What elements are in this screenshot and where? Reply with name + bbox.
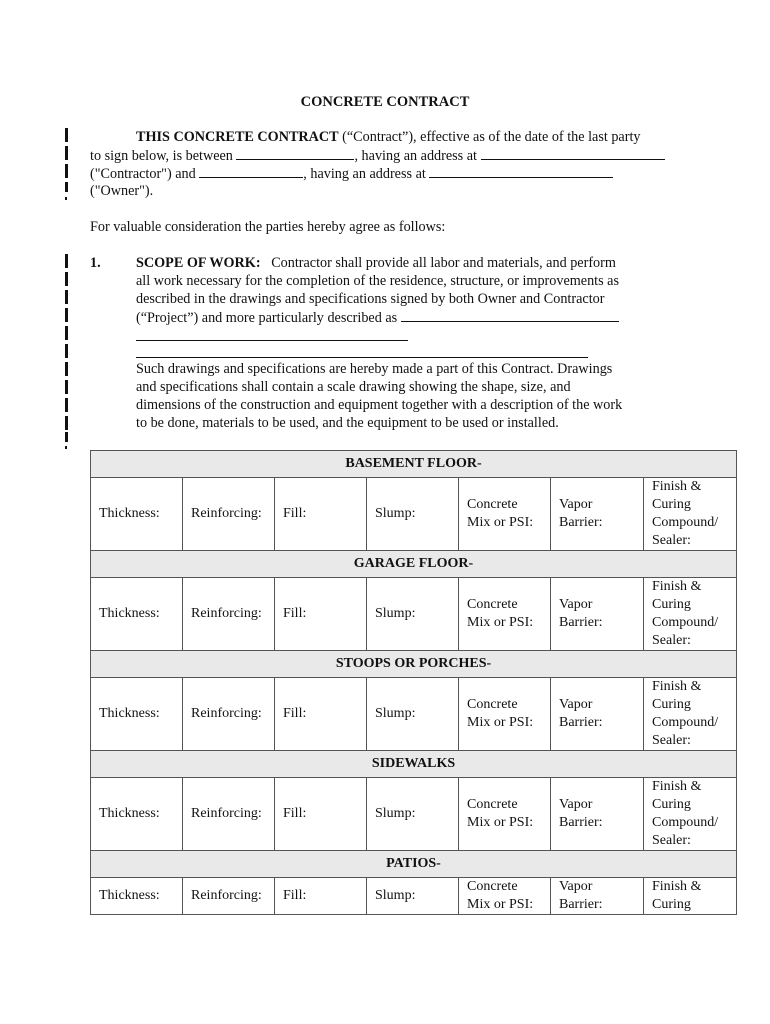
section-header-basement: [91, 451, 737, 478]
finish-label-1: Finish &: [652, 479, 702, 494]
spec-row-stoops: [91, 678, 737, 751]
owner-name-field[interactable]: [199, 165, 303, 178]
concrete-label-2: Mix or PSI:: [467, 615, 534, 630]
margin-bar: [65, 290, 68, 304]
thickness-cell[interactable]: Thickness:: [91, 678, 183, 751]
project-description-line-2[interactable]: [136, 340, 408, 341]
document-title: CONCRETE CONTRACT: [300, 94, 470, 110]
project-description-line-3[interactable]: [136, 357, 588, 358]
finish-label-1: Finish &: [652, 879, 702, 894]
concrete-label-1: Concrete: [467, 797, 518, 812]
thickness-cell[interactable]: Thickness:: [91, 578, 183, 651]
finish-curing-cell[interactable]: [644, 778, 737, 851]
finish-label-1: Finish &: [652, 679, 702, 694]
intro-line-3-b: , having an address at: [303, 166, 430, 182]
section-header-sidewalks: [91, 751, 737, 778]
scope-line-1-text: Contractor shall provide all labor and materials, and perform: [271, 255, 616, 271]
finish-label-2: Curing: [652, 797, 691, 812]
finish-label-2: Curing: [652, 697, 691, 712]
thickness-cell[interactable]: Thickness:: [91, 878, 183, 915]
vapor-label-1: Vapor: [559, 697, 593, 712]
reinforcing-cell[interactable]: Reinforcing:: [183, 478, 275, 551]
concrete-spec-table: [90, 450, 737, 915]
margin-bar: [65, 380, 68, 394]
finish-label-1: Finish &: [652, 779, 702, 794]
concrete-label-1: Concrete: [467, 597, 518, 612]
project-description-field[interactable]: [401, 309, 619, 322]
finish-label-3: Compound/: [652, 615, 719, 630]
concrete-label-2: Mix or PSI:: [467, 515, 534, 530]
scope-heading: SCOPE OF WORK:: [136, 255, 261, 271]
intro-line-1: [136, 129, 640, 147]
intro-line-2: [90, 147, 665, 166]
section-header-garage: [91, 551, 737, 578]
scope-line-4: [136, 309, 619, 328]
finish-label-2: Curing: [652, 497, 691, 512]
concrete-mix-cell[interactable]: [459, 478, 551, 551]
contractor-name-field[interactable]: [236, 147, 354, 160]
vapor-barrier-cell[interactable]: [551, 678, 644, 751]
finish-curing-cell[interactable]: [644, 878, 737, 915]
contractor-address-field[interactable]: [481, 147, 665, 160]
margin-bar: [65, 272, 68, 286]
margin-bar: [65, 344, 68, 358]
finish-curing-cell[interactable]: [644, 478, 737, 551]
thickness-cell[interactable]: Thickness:: [91, 478, 183, 551]
section-title: STOOPS OR PORCHES-: [91, 651, 737, 678]
section-title: GARAGE FLOOR-: [91, 551, 737, 578]
intro-line-1-text: (“Contract”), effective as of the date of the last party: [338, 129, 641, 145]
intro-line-2-a: to sign below, is between: [90, 148, 237, 164]
vapor-barrier-cell[interactable]: [551, 478, 644, 551]
scope-line-3: described in the drawings and specifications signed by both Owner and Contractor: [136, 291, 605, 307]
scope-number: 1.: [90, 255, 101, 271]
section-header-stoops: [91, 651, 737, 678]
scope-line-4-text: (“Project”) and more particularly described as: [136, 310, 401, 326]
vapor-label-1: Vapor: [559, 879, 593, 894]
vapor-label-1: Vapor: [559, 497, 593, 512]
margin-bar: [65, 254, 68, 268]
vapor-label-2: Barrier:: [559, 715, 603, 730]
slump-cell[interactable]: Slump:: [367, 478, 459, 551]
slump-cell[interactable]: Slump:: [367, 578, 459, 651]
margin-bar: [65, 398, 68, 412]
vapor-label-2: Barrier:: [559, 615, 603, 630]
margin-bar: [65, 164, 68, 178]
intro-line-4: ("Owner").: [90, 183, 154, 199]
concrete-mix-cell[interactable]: [459, 878, 551, 915]
vapor-barrier-cell[interactable]: [551, 778, 644, 851]
section-header-patios: [91, 851, 737, 878]
slump-cell[interactable]: Slump:: [367, 878, 459, 915]
concrete-label-1: Concrete: [467, 697, 518, 712]
finish-curing-cell[interactable]: [644, 678, 737, 751]
scope-line-2: all work necessary for the completion of the residence, structure, or improvements as: [136, 273, 619, 289]
slump-cell[interactable]: Slump:: [367, 778, 459, 851]
thickness-cell[interactable]: Thickness:: [91, 778, 183, 851]
vapor-label-1: Vapor: [559, 797, 593, 812]
finish-label-2: Curing: [652, 597, 691, 612]
concrete-mix-cell[interactable]: [459, 678, 551, 751]
finish-label-3: Compound/: [652, 715, 719, 730]
margin-bar: [65, 362, 68, 376]
intro-line-3: [90, 165, 613, 184]
finish-label-2: Curing: [652, 897, 691, 912]
scope-line-1: [136, 255, 616, 273]
concrete-mix-cell[interactable]: [459, 778, 551, 851]
fill-cell[interactable]: Fill:: [275, 778, 367, 851]
finish-label-4: Sealer:: [652, 533, 691, 548]
concrete-label-1: Concrete: [467, 879, 518, 894]
spec-row-basement: [91, 478, 737, 551]
margin-bar: [65, 182, 68, 192]
section-title: PATIOS-: [91, 851, 737, 878]
reinforcing-cell[interactable]: Reinforcing:: [183, 578, 275, 651]
finish-curing-cell[interactable]: [644, 578, 737, 651]
owner-address-field[interactable]: [429, 165, 613, 178]
scope-para2-line-3: dimensions of the construction and equipment together with a description of the work: [136, 397, 623, 413]
consideration-text: For valuable consideration the parties hereby agree as follows:: [90, 219, 446, 235]
finish-label-3: Compound/: [652, 515, 719, 530]
margin-bar: [65, 446, 67, 449]
intro-line-3-a: ("Contractor") and: [90, 166, 200, 182]
fill-cell[interactable]: Fill:: [275, 478, 367, 551]
margin-bar: [65, 146, 68, 160]
finish-label-4: Sealer:: [652, 733, 691, 748]
finish-label-1: Finish &: [652, 579, 702, 594]
finish-label-4: Sealer:: [652, 833, 691, 848]
concrete-label-2: Mix or PSI:: [467, 815, 534, 830]
fill-cell[interactable]: Fill:: [275, 678, 367, 751]
scope-para2-line-1: Such drawings and specifications are hereby made a part of this Contract. Drawings: [136, 361, 613, 377]
reinforcing-cell[interactable]: Reinforcing:: [183, 878, 275, 915]
scope-para2-line-2: and specifications shall contain a scale drawing showing the shape, size, and: [136, 379, 571, 395]
reinforcing-cell[interactable]: Reinforcing:: [183, 678, 275, 751]
reinforcing-cell[interactable]: Reinforcing:: [183, 778, 275, 851]
vapor-label-2: Barrier:: [559, 897, 603, 912]
margin-bar: [65, 197, 67, 200]
fill-cell[interactable]: Fill:: [275, 878, 367, 915]
vapor-label-2: Barrier:: [559, 515, 603, 530]
margin-bar: [65, 326, 68, 340]
slump-cell[interactable]: Slump:: [367, 678, 459, 751]
spec-row-garage: [91, 578, 737, 651]
concrete-label-2: Mix or PSI:: [467, 897, 534, 912]
concrete-label-2: Mix or PSI:: [467, 715, 534, 730]
vapor-label-1: Vapor: [559, 597, 593, 612]
margin-bar: [65, 432, 68, 442]
vapor-barrier-cell[interactable]: [551, 878, 644, 915]
fill-cell[interactable]: Fill:: [275, 578, 367, 651]
concrete-mix-cell[interactable]: [459, 578, 551, 651]
spec-row-sidewalks: [91, 778, 737, 851]
intro-line-2-b: , having an address at: [354, 148, 481, 164]
margin-bar: [65, 128, 68, 142]
vapor-barrier-cell[interactable]: [551, 578, 644, 651]
concrete-label-1: Concrete: [467, 497, 518, 512]
finish-label-3: Compound/: [652, 815, 719, 830]
spec-row-patios: [91, 878, 737, 915]
margin-bar: [65, 308, 68, 322]
vapor-label-2: Barrier:: [559, 815, 603, 830]
margin-bar: [65, 416, 68, 430]
section-title: BASEMENT FLOOR-: [91, 451, 737, 478]
scope-para2-line-4: to be done, materials to be used, and the equipment to be used or installed.: [136, 415, 559, 431]
finish-label-4: Sealer:: [652, 633, 691, 648]
intro-lead: THIS CONCRETE CONTRACT: [136, 129, 339, 145]
section-title: SIDEWALKS: [91, 751, 737, 778]
